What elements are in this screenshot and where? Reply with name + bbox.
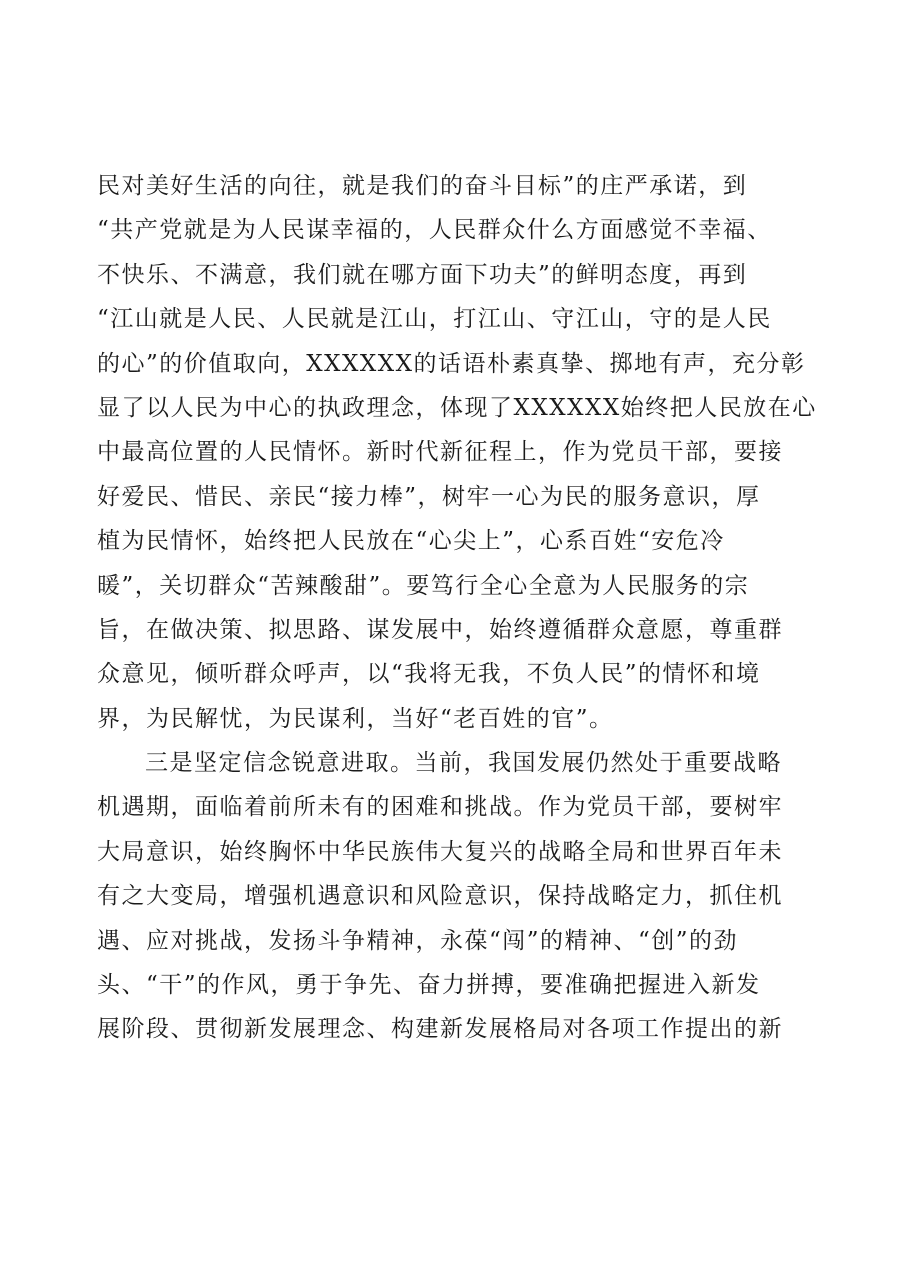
text-line: 暖”，关切群众“苦辣酸甜”。要笃行全心全意为人民服务的宗 (97, 572, 750, 599)
text-line: 好爱民、惜民、亲民“接力棒”，树牢一心为民的服务意识，厚 (97, 483, 761, 510)
text-line: 民对美好生活的向往，就是我们的奋斗目标”的庄严承诺，到 (97, 173, 748, 199)
text-line: 中最高位置的人民情怀。新时代新征程上，作为党员干部，要接 (97, 439, 783, 466)
paragraph-people-centered (97, 164, 817, 741)
text-line: 旨，在做决策、拟思路、谋发展中，始终遵循群众意愿，尊重群 (97, 616, 783, 643)
text-line: 植为民情怀，始终把人民放在“心尖上”，心系百姓“安危冷 (97, 528, 725, 555)
text-line: 有之大变局，增强机遇意识和风险意识，保持战略定力，抓住机 (97, 883, 783, 910)
text-line: 遇、应对挑战，发扬斗争精神，永葆“闯”的精神、“创”的劲 (97, 927, 739, 954)
text-line: 机遇期，面临着前所未有的困难和挑战。作为党员干部，要树牢 (97, 794, 783, 821)
text-line: 显了以人民为中心的执政理念，体现了XXXXXX始终把人民放在心 (97, 394, 817, 421)
text-line: 大局意识，始终胸怀中华民族伟大复兴的战略全局和世界百年未 (97, 838, 783, 865)
text-line: “江山就是人民、人民就是江山，打江山、守江山，守的是人民 (97, 306, 772, 333)
text-line: 界，为民解忧，为民谋利，当好“老百姓的官”。 (97, 705, 614, 732)
text-line: 头、“干”的作风，勇于争先、奋力拼搏，要准确把握进入新发 (97, 972, 761, 999)
text-line: 的心”的价值取向，XXXXXX的话语朴素真挚、掷地有声，充分彰 (97, 350, 806, 377)
text-line: 众意见，倾听群众呼声，以“我将无我，不负人民”的情怀和境 (97, 661, 761, 688)
paragraph-first-line: 三是坚定信念锐意进取。当前，我国发展仍然处于重要战略 (145, 750, 782, 777)
paragraph-firm-belief (97, 741, 809, 1052)
text-line: 展阶段、贯彻新发展理念、构建新发展格局对各项工作提出的新 (97, 1016, 783, 1043)
text-line: 不快乐、不满意，我们就在哪方面下功夫”的鲜明态度，再到 (97, 261, 748, 288)
document-body (97, 164, 817, 1052)
text-line: “共产党就是为人民谋幸福的，人民群众什么方面感觉不幸福、 (97, 217, 772, 244)
